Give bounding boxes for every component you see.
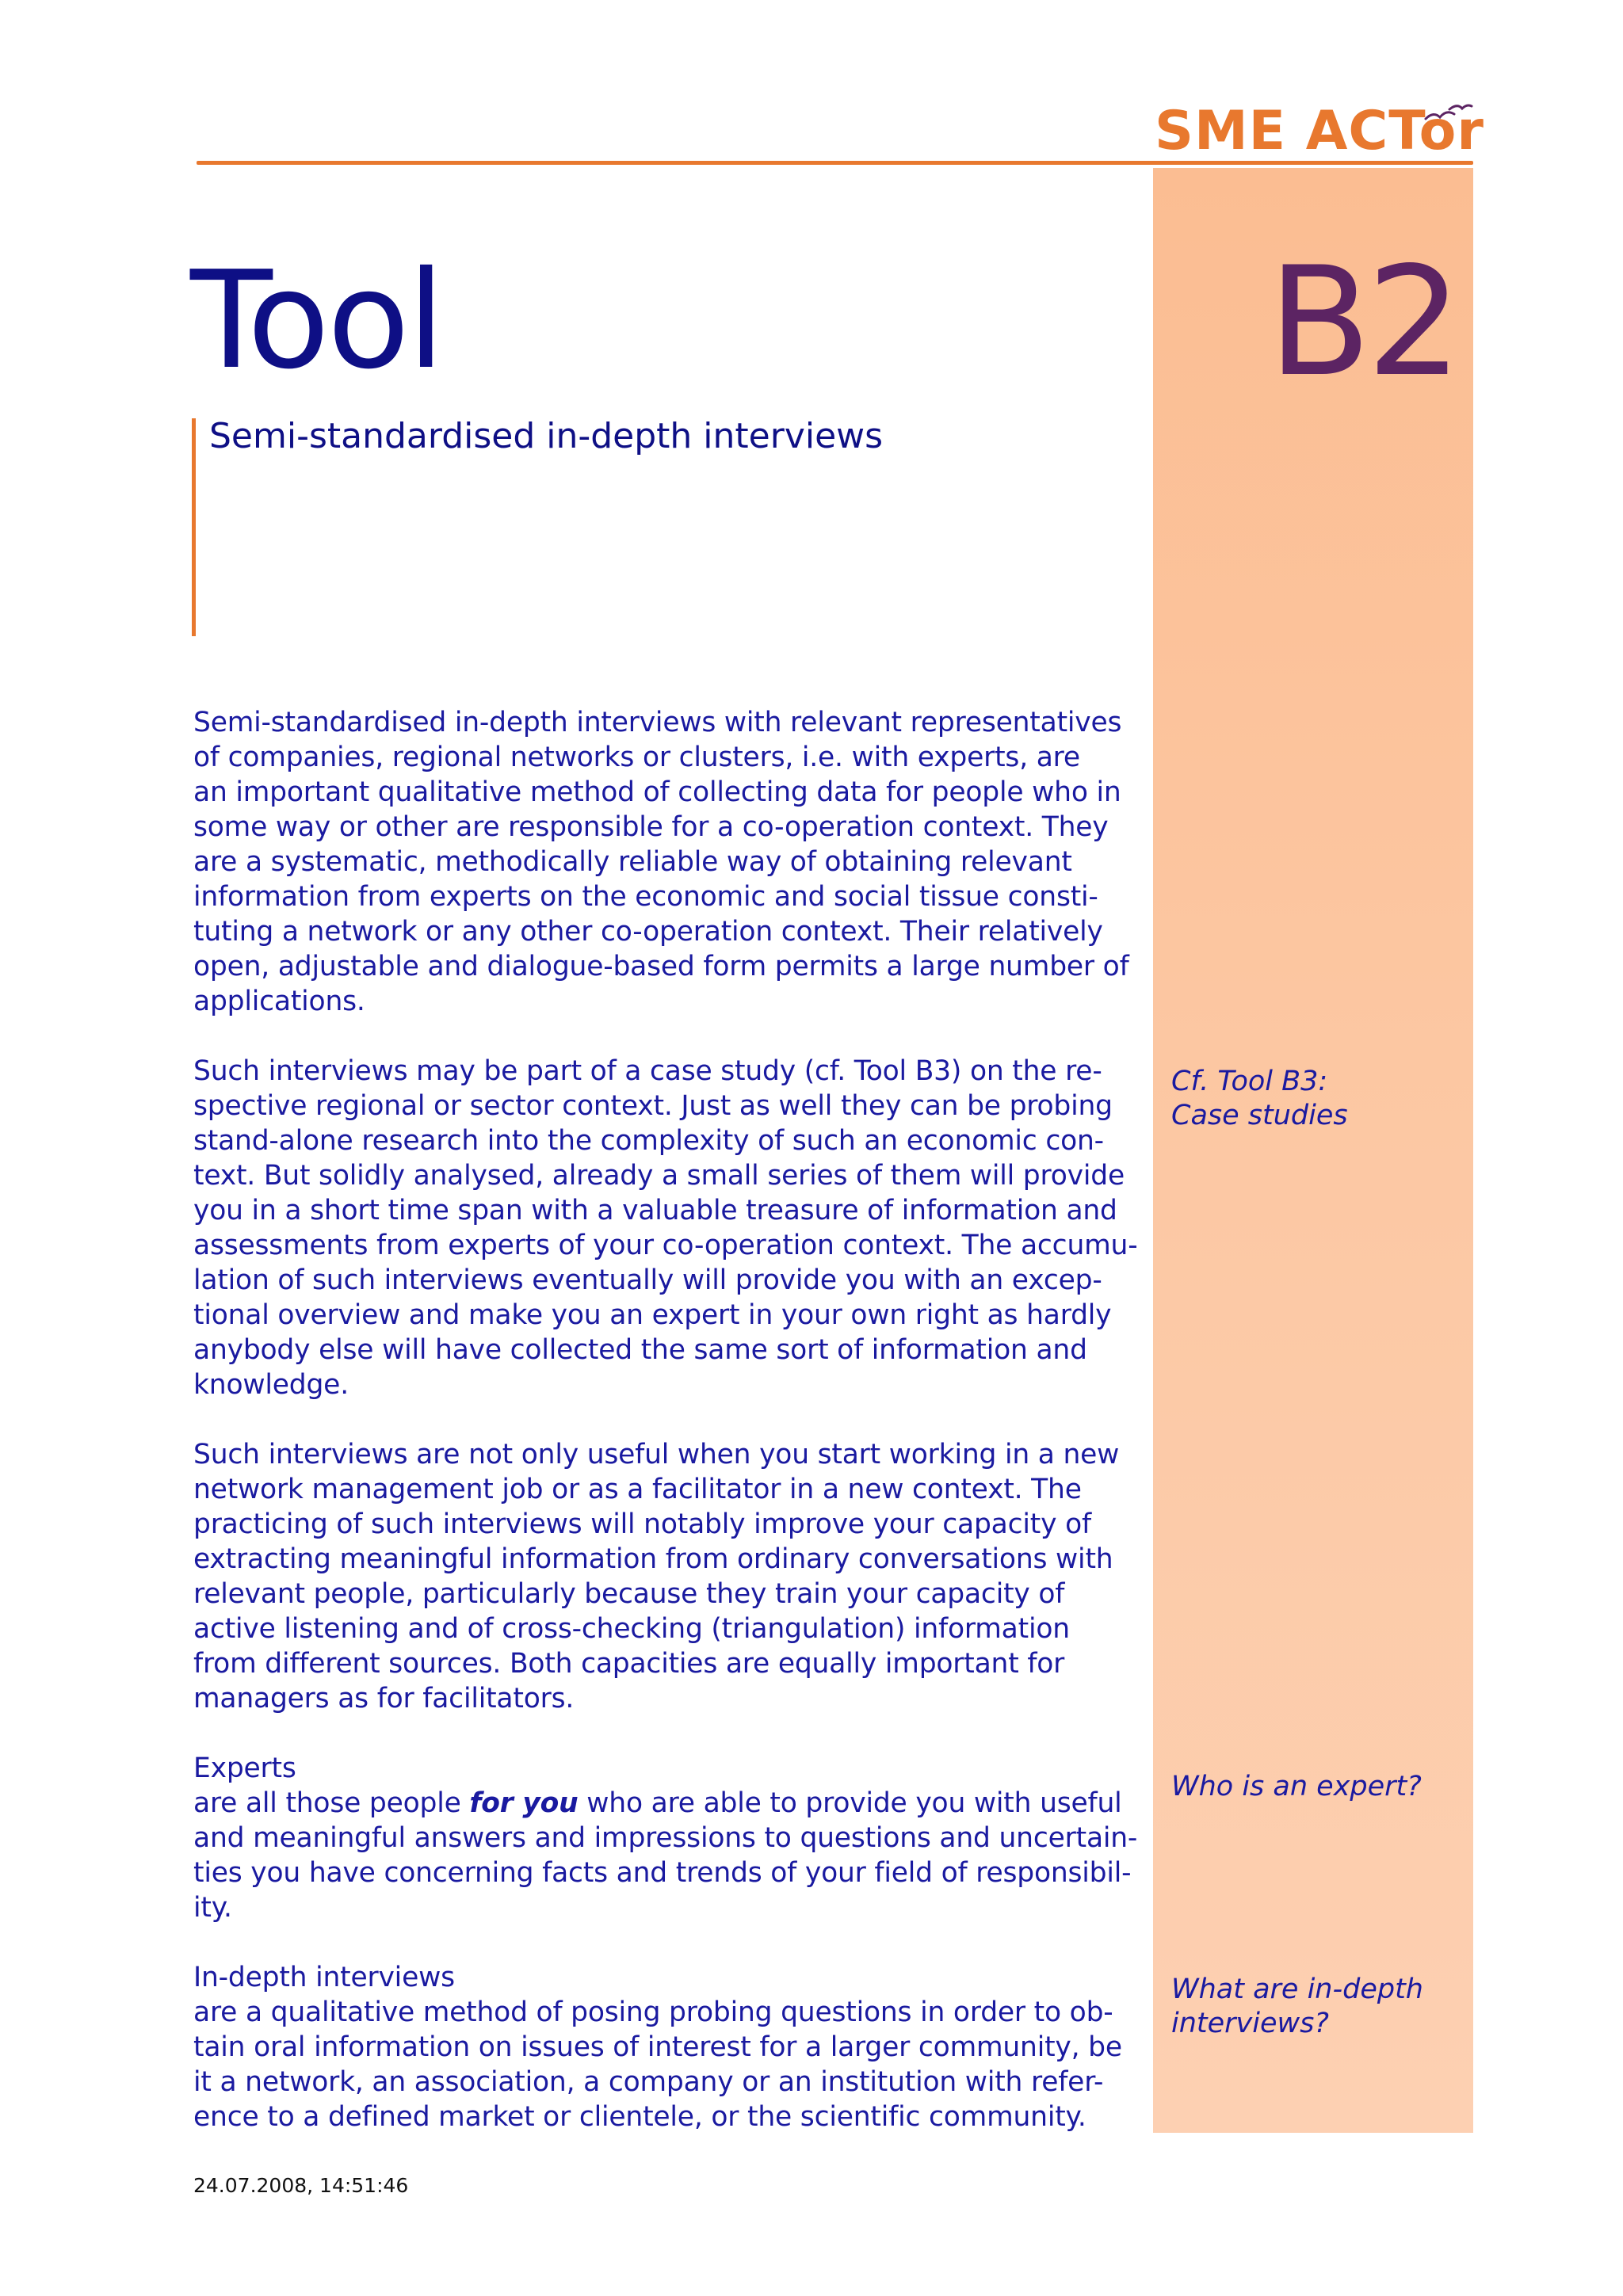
text-line: spective regional or sector context. Just as well they can be probing bbox=[193, 1090, 1113, 1122]
margin-note-what-interviews bbox=[1171, 1973, 1457, 2041]
text-line: anybody else will have collected the same sort of information and bbox=[193, 1334, 1087, 1366]
paragraph-case-study bbox=[193, 1054, 1136, 1402]
paragraph-intro bbox=[193, 705, 1136, 1019]
text-line: tional overview and make you an expert in your own right as hardly bbox=[193, 1299, 1112, 1331]
document-body bbox=[193, 705, 1136, 2169]
text-line: assessments from experts of your co-operation context. The accumu- bbox=[193, 1230, 1138, 1261]
text-line: relevant people, particularly because they train your capacity of bbox=[193, 1578, 1065, 1610]
bird-icon bbox=[1423, 101, 1473, 125]
page-title: Tool bbox=[190, 242, 443, 399]
margin-note-who-expert bbox=[1171, 1770, 1457, 1804]
text-fragment: who are able to provide you with useful bbox=[578, 1787, 1122, 1819]
text-line: Such interviews may be part of a case study (cf. Tool B3) on the re- bbox=[193, 1055, 1102, 1087]
text-line: tuting a network or any other co-operation context. Their relatively bbox=[193, 916, 1103, 948]
text-line: are a qualitative method of posing probing questions in order to ob- bbox=[193, 1997, 1113, 2028]
text-line: are a systematic, methodically reliable way of obtaining relevant bbox=[193, 846, 1072, 878]
text-line: active listening and of cross-checking (triangulation) information bbox=[193, 1613, 1070, 1645]
text-line: extracting meaningful information from ordinary conversations with bbox=[193, 1543, 1113, 1575]
section-heading: Experts bbox=[193, 1753, 296, 1784]
text-line: applications. bbox=[193, 986, 365, 1017]
emphasis-text: for you bbox=[469, 1787, 579, 1819]
text-line: Semi-standardised in-depth interviews with relevant representatives bbox=[193, 707, 1122, 738]
text-line: text. But solidly analysed, already a small series of them will provide bbox=[193, 1160, 1125, 1192]
text-line: ties you have concerning facts and trends of your field of responsibil- bbox=[193, 1857, 1132, 1889]
text-line: information from experts on the economic and social tissue consti- bbox=[193, 881, 1098, 913]
text-line: stand-alone research into the complexity of such an economic con- bbox=[193, 1125, 1104, 1157]
text-line: and meaningful answers and impressions to questions and uncertain- bbox=[193, 1822, 1138, 1854]
text-fragment: are all those people bbox=[193, 1787, 470, 1819]
text-line: tain oral information on issues of interest for a larger community, be bbox=[193, 2031, 1122, 2063]
text-line: Such interviews are not only useful when you start working in a new bbox=[193, 1439, 1120, 1470]
text-line: network management job or as a facilitator in a new context. The bbox=[193, 1474, 1082, 1505]
paragraph-usefulness bbox=[193, 1437, 1136, 1716]
text-line: from different sources. Both capacities are equally important for bbox=[193, 1648, 1065, 1680]
section-heading: In-depth interviews bbox=[193, 1962, 455, 1993]
margin-note-cf-tool bbox=[1171, 1065, 1457, 1133]
text-line bbox=[193, 1786, 1136, 1821]
margin-note-line: What are in-depth bbox=[1171, 1974, 1423, 2005]
paragraph-experts bbox=[193, 1751, 1136, 1925]
text-line: some way or other are responsible for a co-operation context. They bbox=[193, 811, 1109, 843]
text-line: ence to a defined market or clientele, or the scientific community. bbox=[193, 2101, 1086, 2133]
text-line: practicing of such interviews will notably improve your capacity of bbox=[193, 1508, 1091, 1540]
footer-timestamp: 24.07.2008, 14:51:46 bbox=[193, 2174, 409, 2197]
text-line: lation of such interviews eventually will provide you with an excep- bbox=[193, 1264, 1102, 1296]
margin-note-line: Cf. Tool B3: bbox=[1171, 1066, 1328, 1097]
text-line: knowledge. bbox=[193, 1369, 349, 1401]
text-line: you in a short time span with a valuable treasure of information and bbox=[193, 1195, 1117, 1226]
text-line: open, adjustable and dialogue-based form permits a large number of bbox=[193, 951, 1129, 982]
text-line: it a network, an association, a company or an institution with refer- bbox=[193, 2066, 1104, 2098]
text-line: of companies, regional networks or clusters, i.e. with experts, are bbox=[193, 742, 1080, 773]
tool-code: B2 bbox=[1268, 235, 1458, 410]
margin-sidebar bbox=[1153, 168, 1473, 2133]
text-line: ity. bbox=[193, 1892, 232, 1924]
margin-note-line: Who is an expert? bbox=[1171, 1771, 1422, 1802]
page-subtitle: Semi-standardised in-depth interviews bbox=[209, 416, 884, 456]
brand-logo bbox=[1155, 100, 1484, 165]
paragraph-in-depth bbox=[193, 1960, 1136, 2134]
margin-note-line: Case studies bbox=[1171, 1100, 1348, 1131]
text-line: managers as for facilitators. bbox=[193, 1683, 575, 1714]
subtitle-accent-bar bbox=[192, 418, 196, 636]
logo-text: SME ACTor bbox=[1155, 100, 1484, 162]
text-line: an important qualitative method of collecting data for people who in bbox=[193, 776, 1121, 808]
margin-note-line: interviews? bbox=[1171, 2008, 1329, 2039]
